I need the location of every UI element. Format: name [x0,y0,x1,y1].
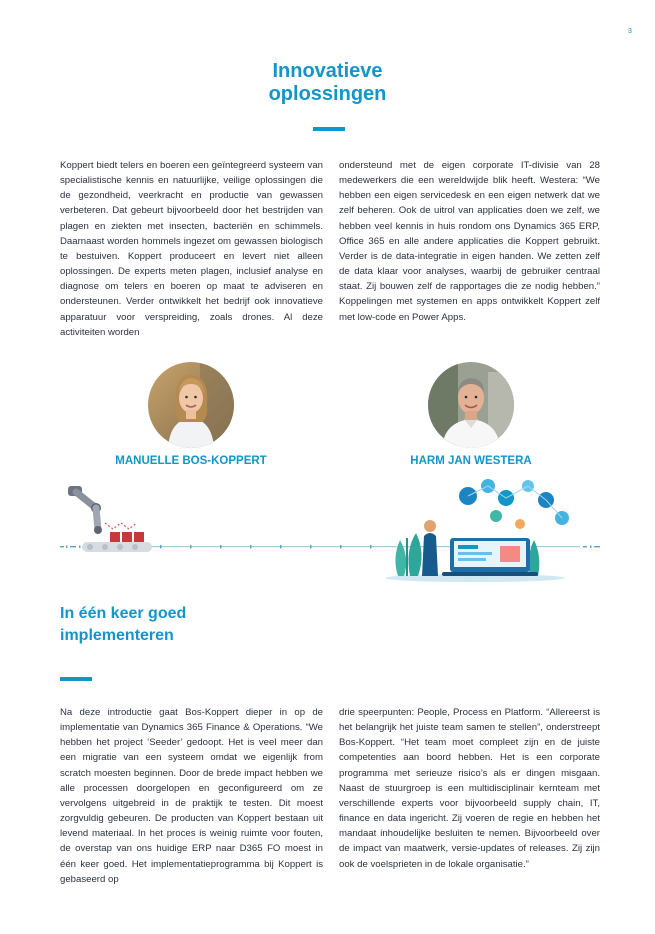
section-title-in-een-keer-goed-implementeren [60,603,360,647]
body-column-3: Na deze introductie gaat Bos-Koppert dieper in op de implementatie van Dynamics 365 Finance & Operations. “We hebben het project ‘Seeder’ gedoopt. Het is veel meer dan een migratie van een systeem omdat we eigenlijk from scratch moesten beginnen. Door de brede impact hebben we alle processen doorgelopen en geconfigureerd om ze vervolgens uitgebreid in de praktijk te testen. Dit moest zorgvuldig gebeuren. De producten van Koppert bestaan uit levend materiaal. In het proces is weinig ruimte voor fouten, de overstap van ons huidige ERP naar D365 FO moest in één keer goed. Het implementatieprogramma bij Koppert is gebaseerd op [60,707,323,885]
person-name-manuelle-bos-koppert: MANUELLE BOS-KOPPERT [115,455,267,467]
avatar-manuelle-bos-koppert [148,362,234,448]
title-line-2: oplossingen [268,83,387,105]
section-title-innovatieve-oplossingen [200,60,455,106]
body-column-4: drie speerpunten: People, Process en Platform. “Allereerst is het belangrijk het juiste team samen te stellen”, onderstreept Bos-Koppert. “Het team moet compleet zijn en de juiste competenties aan boord hebben. Het is een corporate programma met serieuze risico’s als er dingen misgaan. Naast de stuurgroep is een multidisciplinair kernteam met verschillende experts voor bijvoorbeeld supply chain, IT, finance en data ingericht. Zij voeren de regie en hebben het mandaat inhoudelijke besluiten te nemen. Bijvoorbeeld over de impact van maatwerk, versie-updates of releases. Zij zijn ook de voelsprieten in de lokale organisatie.” [339,707,600,870]
person-name-harm-jan-westera: HARM JAN WESTERA [410,455,532,467]
title-line-2: implementeren [60,627,174,644]
digital-data-illustration [385,479,569,582]
title-line-1: Innovatieve [272,60,383,82]
title-accent-rule [313,127,345,131]
illustration-band [60,478,600,583]
section-accent-rule [60,677,92,681]
title-line-1: In één keer goed [60,605,187,622]
body-column-2: ondersteund met de eigen corporate IT-divisie van 28 medewerkers die een wereldwijde blik heeft. Westera: “We hebben een eigen servicedesk en een eigen netwerk dat we zelf beheren. Ook de uitrol van applicaties doen we zelf, we hebben veel kennis in huis rondom ons Dynamics 365 ERP, Office 365 en alle andere applicaties die Koppert gebruikt. Verder is de data-integratie in eigen handen. We zetten zelf de data klaar voor analyses, waarbij de gebruiker centraal staat. Zij bouwen zelf de rapportages die ze nodig hebben.” Koppelingen met systemen en apps ontwikkelt Koppert zelf met low-code en Power Apps. [339,160,600,323]
robot-arm-icon [68,486,152,552]
body-column-1: Koppert biedt telers en boeren een geïntegreerd systeem van specialistische kennis en natuurlijke, veilige oplossingen die de gezondheid, veerkracht en productie van gewassen verbeteren. Dat gebeurt bijvoorbeeld door het bestrijden van plagen en ziekten met insecten, bacteriën en schimmels. Daarnaast worden hommels ingezet om gewassen biologisch te bestuiven. Koppert produceert en levert niet alleen oplossingen. De experts meten plagen, inclusief analyse en diagnose om telers en boeren op maat te adviseren en ondersteunen. Verder ontwikkelt het bedrijf ook innovatieve apparatuur voor verspreiding, zoals drones. Al deze activiteiten worden [60,160,323,338]
page-number: 3 [628,28,632,35]
avatar-harm-jan-westera [428,362,514,448]
